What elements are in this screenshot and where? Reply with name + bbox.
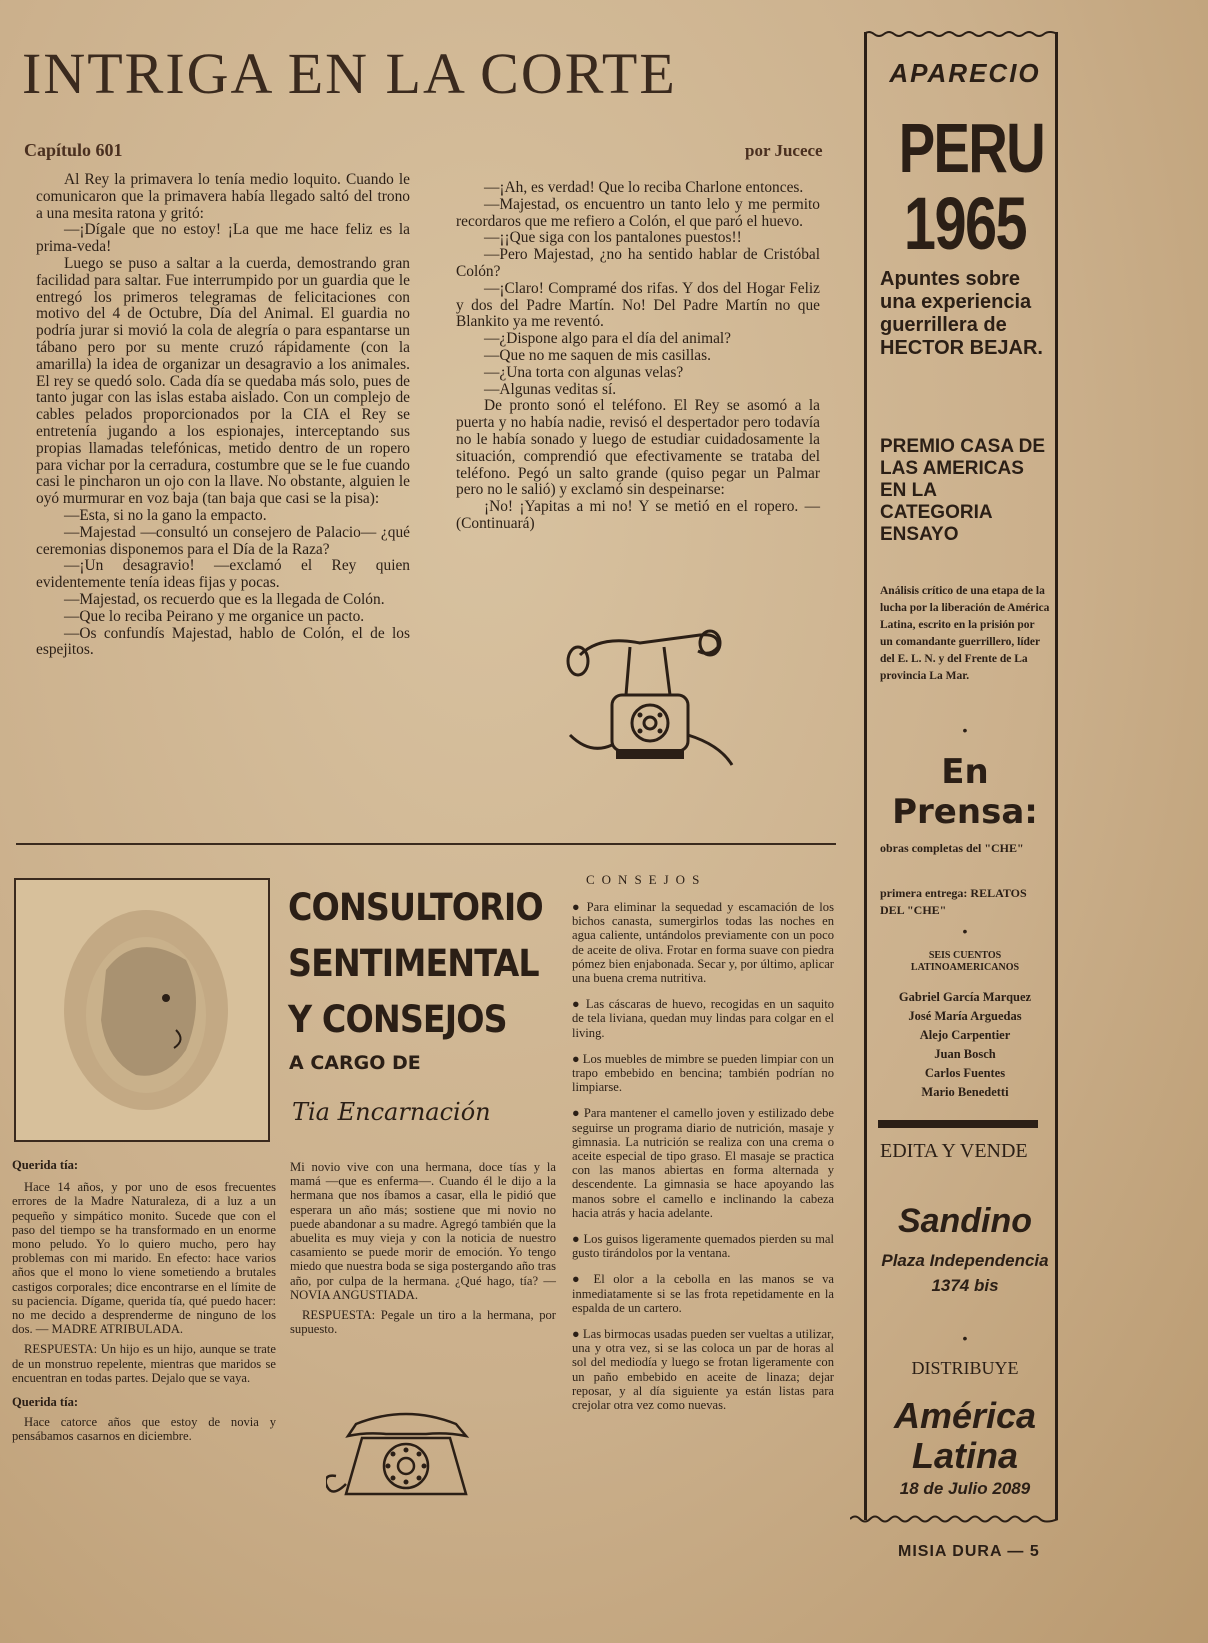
consejo-text: Para mantener el camello joven y estilizado debe seguirse un programa diario de nutrición, masaje y gimnasia. La nutrición se realiza con una crema o aceite especial de tipo graso. El masaje se practica con las manos abiertas en forma alternada y descendente. La gimnasia se hace apoyando las manos sobre el camello e inclinando la cabeza hacia atrás y hacia adelante. bbox=[572, 1106, 834, 1220]
consejo-item bbox=[572, 1106, 834, 1220]
paragraph: Al Rey la primavera lo tenía medio loquito. Cuando le comunicaron que la primavera había llegado saltó del trono a una mesita ratona y gritó: bbox=[36, 171, 410, 222]
consejos-list bbox=[572, 900, 834, 1424]
ad-author-list bbox=[880, 988, 1050, 1102]
paragraph: —Majestad —consultó un consejero de Palacio— ¿qué ceremonias disponemos para el Día de la Raza? bbox=[36, 523, 410, 558]
tia-signature: Tia Encarnación bbox=[292, 1098, 491, 1126]
ad-peru: PERU bbox=[898, 109, 1045, 187]
ad-america-latina: América Latina bbox=[893, 1395, 1037, 1476]
author-name: Alejo Carpentier bbox=[919, 1028, 1011, 1042]
ad-year: 1965 bbox=[903, 182, 1027, 265]
page-footer: MISIA DURA — 5 bbox=[898, 1543, 1040, 1560]
paragraph: —Que lo reciba Peirano y me organice un pacto. bbox=[64, 607, 365, 625]
bullet-icon: ● bbox=[572, 1327, 583, 1342]
consejo-item bbox=[572, 900, 834, 985]
letter-column-1 bbox=[12, 1158, 276, 1444]
antique-telephone-illustration bbox=[560, 625, 740, 775]
bullet-icon: ● bbox=[572, 1051, 583, 1066]
portrait-illustration bbox=[14, 878, 270, 1142]
ad-julio-address: 18 de Julio 2089 bbox=[899, 1479, 1031, 1498]
consejo-item bbox=[572, 1052, 834, 1095]
paragraph: —¿Una torta con algunas velas? bbox=[484, 363, 684, 381]
article-column-2 bbox=[456, 180, 820, 533]
consultorio-heading: CONSULTORIO SENTIMENTAL Y CONSEJOS bbox=[288, 886, 543, 1041]
paragraph: —Os confundís Majestad, hablo de Colón, el de los espejitos. bbox=[36, 624, 410, 659]
bullet-icon: ● bbox=[572, 900, 587, 914]
ad-premio: PREMIO CASA DE LAS AMERICAS EN LA CATEGORIA ENSAYO bbox=[880, 436, 1046, 545]
consejo-text: Los guisos ligeramente quemados pierden su mal gusto tirándolos por la ventana. bbox=[572, 1232, 834, 1261]
consejos-heading: CONSEJOS bbox=[586, 872, 707, 887]
paragraph: —¡Un desagravio! —exclamó el Rey quien evidentemente tenía ideas fijas y pocas. bbox=[36, 557, 410, 592]
paragraph: —¡¡Que siga con los pantalones puestos!! bbox=[484, 229, 742, 247]
paragraph: —¡Ah, es verdad! Que lo reciba Charlone entonces. bbox=[484, 179, 804, 196]
bullet-icon: ● bbox=[572, 1232, 584, 1247]
paragraph: —Pero Majestad, ¿no ha sentido hablar de Cristóbal Colón? bbox=[456, 246, 820, 280]
ad-distribuye: DISTRIBUYE bbox=[911, 1358, 1019, 1378]
author-name: Carlos Fuentes bbox=[924, 1066, 1006, 1080]
letter-reply: RESPUESTA: Pegale un tiro a la hermana, por supuesto. bbox=[290, 1308, 556, 1337]
consejo-item bbox=[572, 1232, 834, 1260]
paragraph: —¡Claro! Compramé dos rifas. Y dos del Hogar Feliz y dos del Padre Martín. No! Del Padre Martín no que Blankito ya me reventó. bbox=[456, 279, 820, 331]
paragraph: —Que no me saquen de mis casillas. bbox=[484, 346, 711, 364]
consejo-text: Las cáscaras de huevo, recogidas en un saquito de tela liviana, quedan muy lindas para colgar en el living. bbox=[572, 997, 834, 1040]
paragraph: —Algunas veditas sí. bbox=[484, 380, 617, 398]
consejo-text: Los muebles de mimbre se pueden limpiar con un trapo embebido en bencina; también podrían no limpiarse. bbox=[572, 1051, 834, 1095]
bullet-icon: ● bbox=[572, 1106, 584, 1121]
author-name: Juan Bosch bbox=[934, 1047, 996, 1061]
bullet-icon: ● bbox=[572, 997, 586, 1012]
consejo-item bbox=[572, 1272, 834, 1315]
bullet-separator: • bbox=[962, 722, 968, 738]
letter-body: Hace 14 años, y por uno de esos frecuentes errores de la Madre Naturaleza, di a luz a un pequeño y simpático monito. Sucede que con el paso del tiempo se ha transformado en un enorme mono peludo. Yo lo quiero mucho, pero hay problemas con mi marido. En efecto: hace varios años que el mono lo viene sometiendo a brutales castigos corporales; dice encontrarse en el límite de su paciencia. Dígame, querida tía, qué puedo hacer: no me decido a desprenderme de ninguno de los dos. — MADRE ATRIBULADA. bbox=[12, 1180, 276, 1337]
ad-sandino: Sandino bbox=[897, 1202, 1033, 1240]
paragraph: Luego se puso a saltar a la cuerda, demostrando gran facilidad para saltar. Fue interrumpido por un guardia que le entregó los primeros telegramas de felicitaciones con motivo del 4 de Octubre, Día del Animal. El guardia no podría jurar si movió la cola de alegría o para espantarse un tábano pero por su mente cruzó rápidamente (con la amarilla) la idea de organizar un desagravio a los animales. El rey se quedó solo. Cada día se quedaba más solo, pues de tanto jugar con las islas estaba aislado. Con un complejo de cables pelados proporcionados por la CIA el Rey se entretenía jugando a los espionajes, interceptando sus propias llamadas telefónicas, metido dentro de un ropero para vichar por la cerradura, costumbre que se le fue cuando casi le pincharon un ojo con la llave. No obstante, alguien le oyó murmurar en voz baja (tan baja que casi se la pisa): bbox=[36, 254, 410, 508]
ad-en-prensa: En Prensa: bbox=[892, 752, 1038, 832]
letter-reply: RESPUESTA: Un hijo es un hijo, aunque se trate de un monstruo repelente, mientras que maridos se encuentran en todas partes. Dejalo que se vaya. bbox=[12, 1342, 276, 1385]
consejo-item bbox=[572, 997, 834, 1040]
author-name: José María Arguedas bbox=[908, 1009, 1022, 1023]
paragraph: —Majestad, os encuentro un tanto lelo y me permito recordaros que me refiero a Colón, el que paró el huevo. bbox=[456, 195, 820, 230]
paragraph: —¡Dígale que no estoy! ¡La que me hace feliz es la prima-veda! bbox=[36, 221, 410, 256]
author-name: Gabriel García Marquez bbox=[898, 990, 1032, 1004]
letter-body: Mi novio vive con una hermana, doce tías y la mamá —que es enferma—. Cuando él le dijo a la hermana que nos íbamos a casar, ella le pidió que esperara un año más; sostiene que mi novio no puede abandonar a su madre. Agregó también que la abuelita es muy vieja y con la noticia de nuestro casamiento se puede morir de emoción. Yo tengo miedo que nuestra boda se siga postergando año tras año, por culpa de la hermana. ¿Qué hago, tía? — NOVIA ANGUSTIADA. bbox=[290, 1160, 556, 1302]
paragraph: ¡No! ¡Yapitas a mi no! Y se metió en el ropero. — (Continuará) bbox=[456, 498, 820, 532]
ad-address: Plaza Independencia 1374 bis bbox=[881, 1251, 1049, 1295]
ad-apuntes: Apuntes sobre una experiencia guerrillera de HECTOR BEJAR. bbox=[880, 268, 1043, 359]
article-title: INTRIGA EN LA CORTE bbox=[22, 41, 677, 106]
bullet-icon: ● bbox=[572, 1272, 594, 1287]
consejo-text: Para eliminar la sequedad y escamación de los bichos canasta, sumergirlos todas las noches en agua caliente, untándolos previamente con un poco de aceite de oliva. Frotar en forma suave con piedra pómez bien enjabonada. Secar y, por último, aplicar una buena crema nutritiva. bbox=[572, 900, 834, 986]
bullet-separator: • bbox=[962, 923, 968, 939]
bullet-separator: • bbox=[962, 1330, 968, 1346]
paragraph: —¿Dispone algo para el día del animal? bbox=[484, 330, 732, 348]
chapter-label: Capítulo 601 bbox=[24, 140, 123, 160]
consejo-item bbox=[572, 1327, 834, 1412]
dial-telephone-illustration bbox=[326, 1404, 486, 1514]
section-divider bbox=[16, 843, 836, 845]
byline: por Jucece bbox=[745, 141, 823, 160]
ad-analisis: Análisis crítico de una etapa de la lucha por la liberación de América Latina, escrito en la prisión por un comandante guerrillero, líder del E. L. N. y del Frente de La provincia La Mar. bbox=[880, 585, 1050, 682]
separator-bar bbox=[878, 1120, 1038, 1128]
paragraph: De pronto sonó el teléfono. El Rey se asomó a la puerta y no había nadie, revisó el despertador pero todavía no le había sonado y luego de estudiar cuidadosamente la situación, comprendió que efectivamente se trataba del teléfono. Pegó un salto grande (quiso pegar un Palmar pero no le salió) y exclamó sin despeinarse: bbox=[456, 397, 820, 499]
wavy-border-bottom bbox=[850, 1514, 1058, 1524]
letter-body: Hace catorce años que estoy de novia y pensábamos casarnos en diciembre. bbox=[12, 1415, 276, 1444]
consejo-text: El olor a la cebolla en las manos se va inmediatamente si se las frota repetidamente en la espalda de un cartero. bbox=[572, 1272, 834, 1315]
ad-edita: EDITA Y VENDE bbox=[880, 1140, 1028, 1162]
letter-column-2 bbox=[290, 1160, 556, 1336]
letter-salutation: Querida tía: bbox=[12, 1158, 79, 1172]
consejo-text: Las birmocas usadas pueden ser vueltas a utilizar, una y otra vez, si se las coloca un par de horas al sol del mediodía y luego se frotan ligeramente con un paño embebido en aceite de linaza; dejar reposar, y al día siguiente ya están listas para crejolar otra vez como nuevas. bbox=[572, 1327, 834, 1413]
author-name: Mario Benedetti bbox=[921, 1085, 1009, 1099]
paragraph: —Esta, si no la gano la empacto. bbox=[64, 506, 267, 524]
a-cargo-label: A CARGO DE bbox=[289, 1052, 421, 1074]
paragraph: —Majestad, os recuerdo que es la llegada de Colón. bbox=[64, 590, 385, 608]
ad-aparecio: APARECIO bbox=[889, 58, 1041, 88]
ad-relatos: primera entrega: RELATOS DEL "CHE" bbox=[880, 886, 1027, 917]
letter-salutation: Querida tía: bbox=[12, 1395, 79, 1410]
ad-seis-cuentos: SEIS CUENTOS LATINOAMERICANOS bbox=[910, 950, 1020, 973]
ad-obras: obras completas del "CHE" bbox=[880, 841, 1024, 855]
article-column-1 bbox=[36, 172, 410, 659]
